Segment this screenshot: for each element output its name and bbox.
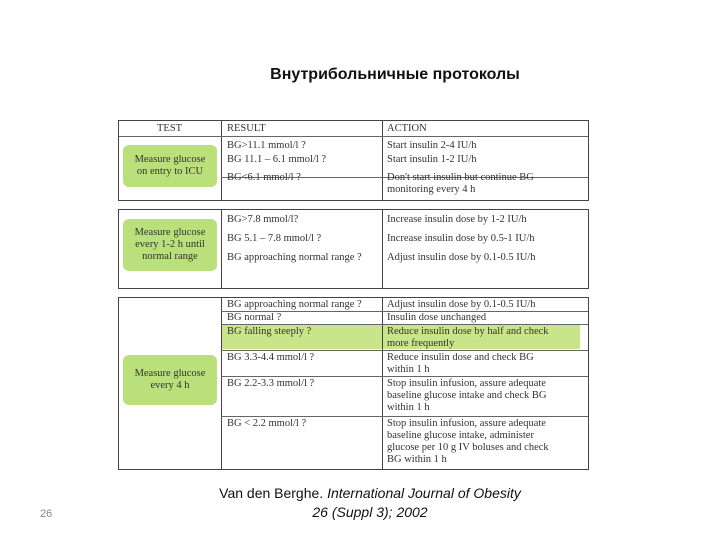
- action-cell: Adjust insulin dose by 0.1-0.5 IU/h: [387, 299, 536, 310]
- header-action: ACTION: [387, 123, 427, 134]
- result-cell: BG 3.3-4.4 mmol/l ?: [227, 352, 315, 363]
- protocol-block-titration: [118, 209, 589, 289]
- action-cell: Start insulin 2-4 IU/h: [387, 140, 477, 151]
- test-label-entry: Measure glucose on entry to ICU: [123, 145, 217, 187]
- action-cell: Reduce insulin dose and check BG within 1 h: [387, 352, 534, 375]
- test-label-maintenance: Measure glucose every 4 h: [123, 355, 217, 405]
- action-cell: Reduce insulin dose by half and check more frequently: [387, 326, 549, 349]
- protocol-block-entry: [118, 120, 589, 201]
- action-cell: Stop insulin infusion, assure adequate baseline glucose intake and check BG within 1 h: [387, 378, 547, 413]
- header-test: TEST: [157, 123, 183, 134]
- citation-journal: International Journal of Obesity: [327, 485, 521, 501]
- action-cell: Insulin dose unchanged: [387, 312, 487, 323]
- slide-title: Внутрибольничные протоколы: [270, 66, 520, 83]
- protocol-block-maintenance: [118, 297, 589, 470]
- result-cell: BG>7.8 mmol/l?: [227, 214, 299, 225]
- action-cell: Don't start insulin but continue BG monitoring every 4 h: [387, 172, 534, 195]
- result-cell: BG < 2.2 mmol/l ?: [227, 418, 307, 429]
- result-cell: BG normal ?: [227, 312, 282, 323]
- citation-authors: Van den Berghe.: [219, 485, 328, 501]
- result-cell: BG>11.1 mmol/l ?: [227, 140, 306, 151]
- result-cell: BG 11.1 – 6.1 mmol/l ?: [227, 154, 327, 165]
- result-cell: BG<6.1 mmol/l ?: [227, 172, 301, 183]
- result-cell: BG falling steeply ?: [227, 326, 312, 337]
- action-cell: Stop insulin infusion, assure adequate baseline glucose intake, administer glucose per 10 g IV boluses and check BG within 1 h: [387, 418, 549, 465]
- action-cell: Increase insulin dose by 0.5-1 IU/h: [387, 233, 535, 244]
- action-cell: Start insulin 1-2 IU/h: [387, 154, 477, 165]
- header-result: RESULT: [227, 123, 266, 134]
- test-label-titration: Measure glucose every 1-2 h until normal range: [123, 219, 217, 271]
- slide-number: 26: [40, 508, 53, 520]
- result-cell: BG approaching normal range ?: [227, 252, 362, 263]
- citation: [150, 484, 590, 522]
- result-cell: BG 5.1 – 7.8 mmol/l ?: [227, 233, 322, 244]
- citation-details: 26 (Suppl 3); 2002: [312, 504, 428, 520]
- action-cell: Increase insulin dose by 1-2 IU/h: [387, 214, 527, 225]
- action-cell: Adjust insulin dose by 0.1-0.5 IU/h: [387, 252, 536, 263]
- result-cell: BG 2.2-3.3 mmol/l ?: [227, 378, 315, 389]
- result-cell: BG approaching normal range ?: [227, 299, 362, 310]
